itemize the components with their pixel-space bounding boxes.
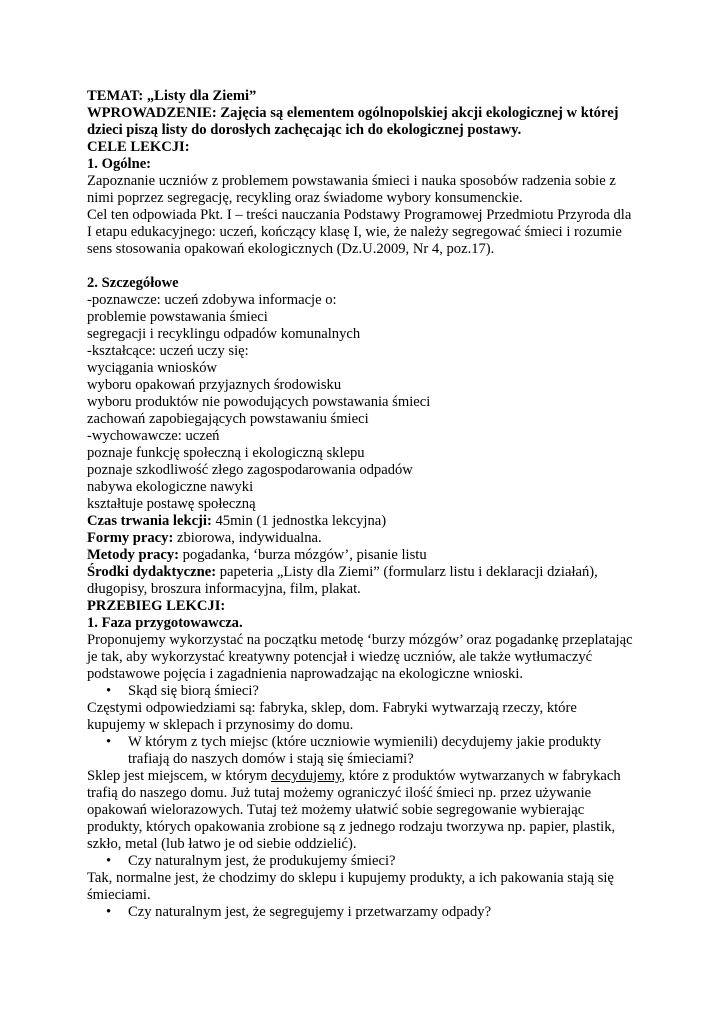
answer-text: , które z produktów wytwarzanych w fabrykach xyxy=(341,768,621,784)
document-page xyxy=(87,88,647,921)
methods-label: Metody pracy: xyxy=(87,547,179,563)
general-goals-line: Zapoznanie uczniów z problemem powstawania śmieci i nauka sposobów radzenia sobie z xyxy=(87,173,616,189)
topic-value: „Listy dla Ziemi” xyxy=(143,88,257,104)
intro-label: WPROWADZENIE: xyxy=(87,105,217,121)
detailed-goal-line: segregacji i recyklingu odpadów komunalnych xyxy=(87,326,361,342)
detailed-goal-line: -wychowawcze: uczeń xyxy=(87,428,220,444)
detailed-goal-line: nabywa ekologiczne nawyki xyxy=(87,479,254,495)
duration-label: Czas trwania lekcji: xyxy=(87,513,212,529)
phase-1-heading: 1. Faza przygotowawcza. xyxy=(87,615,243,631)
answer-line xyxy=(87,768,647,785)
detailed-goal-line: -poznawcze: uczeń zdobywa informacje o: xyxy=(87,292,337,308)
bullet-icon: • xyxy=(106,734,112,750)
phase-1-intro-line: podstawowe pojęcia i zagadnienia naprowadzając na ekologiczne wnioski. xyxy=(87,666,524,682)
topic-label: TEMAT: xyxy=(87,88,144,104)
detailed-goal-line: poznaje szkodliwość złego zagospodarowania odpadów xyxy=(87,462,413,478)
goals-heading: CELE LEKCJI: xyxy=(87,139,190,155)
detailed-goal-line: kształtuje postawę społeczną xyxy=(87,496,256,512)
methods-line xyxy=(87,547,647,564)
answer-line: śmieciami. xyxy=(87,887,151,903)
question-text: Czy naturalnym jest, że produkujemy śmieci? xyxy=(128,853,396,869)
answer-line: Częstymi odpowiedziami są: fabryka, sklep, dom. Fabryki wytwarzają rzeczy, które xyxy=(87,700,577,716)
detailed-goal-line: wyciągania wniosków xyxy=(87,360,218,376)
bullet-icon: • xyxy=(106,853,112,869)
answer-line: Tak, normalne jest, że chodzimy do sklepu i kupujemy produkty, a ich pakowania stają się xyxy=(87,870,614,886)
general-goals-line: Cel ten odpowiada Pkt. I – treści nauczania Podstawy Programowej Przedmiotu Przyroda dla xyxy=(87,207,632,223)
phase-1-intro-line: Proponujemy wykorzystać na początku metodę ‘burzy mózgów’ oraz pogadankę przeplatając xyxy=(87,632,633,648)
question-bullet-4 xyxy=(87,904,647,921)
question-text: Czy naturalnym jest, że segregujemy i przetwarzamy odpady? xyxy=(128,904,492,920)
detailed-goal-line: zachowań zapobiegających powstawaniu śmieci xyxy=(87,411,369,427)
materials-line xyxy=(87,564,647,581)
work-forms-value: zbiorowa, indywidualna. xyxy=(173,530,322,546)
topic-line xyxy=(87,88,647,105)
duration-line xyxy=(87,513,647,530)
detailed-goal-line: -kształcące: uczeń uczy się: xyxy=(87,343,249,359)
phase-1-intro-line: je tak, aby wykorzystać kreatywny potencjał i wiedzę uczniów, ale także wytłumaczyć xyxy=(87,649,593,665)
question-bullet-3 xyxy=(87,853,647,870)
question-text: W którym z tych miejsc (które uczniowie wymienili) decydujemy jakie produkty xyxy=(128,734,602,750)
work-forms-line xyxy=(87,530,647,547)
answer-line: trafią do naszego domu. Już tutaj możemy ograniczyć ilość śmieci np. przez używanie xyxy=(87,785,592,801)
methods-value: pogadanka, ‘burza mózgów’, pisanie listu xyxy=(179,547,427,563)
materials-line-2: długopisy, broszura informacyjna, film, plakat. xyxy=(87,581,361,597)
detailed-goal-line: wyboru produktów nie powodujących powstawania śmieci xyxy=(87,394,431,410)
detailed-goal-line: problemie powstawania śmieci xyxy=(87,309,268,325)
intro-line-2: dzieci piszą listy do dorosłych zachęcając ich do ekologicznej postawy. xyxy=(87,122,522,138)
detailed-goals-heading: 2. Szczegółowe xyxy=(87,275,179,291)
detailed-goal-line: wyboru opakowań przyjaznych środowisku xyxy=(87,377,342,393)
work-forms-label: Formy pracy: xyxy=(87,530,174,546)
underlined-word: decydujemy xyxy=(271,768,342,784)
lesson-course-heading: PRZEBIEG LEKCJI: xyxy=(87,598,226,614)
question-bullet-2 xyxy=(87,734,647,751)
materials-value: papeteria „Listy dla Ziemi” (formularz listu i deklaracji działań), xyxy=(216,564,598,580)
bullet-icon: • xyxy=(106,904,112,920)
general-goals-line: nimi poprzez segregację, recykling oraz świadome wybory konsumenckie. xyxy=(87,190,523,206)
materials-label: Środki dydaktyczne: xyxy=(87,564,217,580)
answer-line: kupujemy w sklepach i przynosimy do domu. xyxy=(87,717,354,733)
answer-line: opakowań wielorazowych. Tutaj też możemy ułatwić sobie segregowanie wybierając xyxy=(87,802,585,818)
general-goals-heading: 1. Ogólne: xyxy=(87,156,152,172)
duration-value: 45min (1 jednostka lekcyjna) xyxy=(211,513,387,529)
spacer xyxy=(87,258,647,275)
intro-text-1: Zajęcia są elementem ogólnopolskiej akcji ekologicznej w której xyxy=(216,105,619,121)
answer-text: Sklep jest miejscem, w którym xyxy=(87,768,272,784)
question-text: Skąd się biorą śmieci? xyxy=(128,683,259,699)
intro-line-1 xyxy=(87,105,647,122)
general-goals-line: sens stosowania opakowań ekologicznych (Dz.U.2009, Nr 4, poz.17). xyxy=(87,241,495,257)
general-goals-line: I etapu edukacyjnego: uczeń, kończący klasę I, wie, że należy segregować śmieci i rozumie xyxy=(87,224,622,240)
detailed-goal-line: poznaje funkcję społeczną i ekologiczną sklepu xyxy=(87,445,365,461)
answer-line: szkło, metal (lub łatwo je od siebie oddzielić). xyxy=(87,836,357,852)
question-bullet-1 xyxy=(87,683,647,700)
bullet-icon: • xyxy=(106,683,112,699)
question-bullet-2-cont: trafiają do naszych domów i stają się śmieciami? xyxy=(128,751,414,767)
answer-line: produkty, których opakowania zrobione są z jednego rodzaju tworzywa np. papier, plastik, xyxy=(87,819,616,835)
